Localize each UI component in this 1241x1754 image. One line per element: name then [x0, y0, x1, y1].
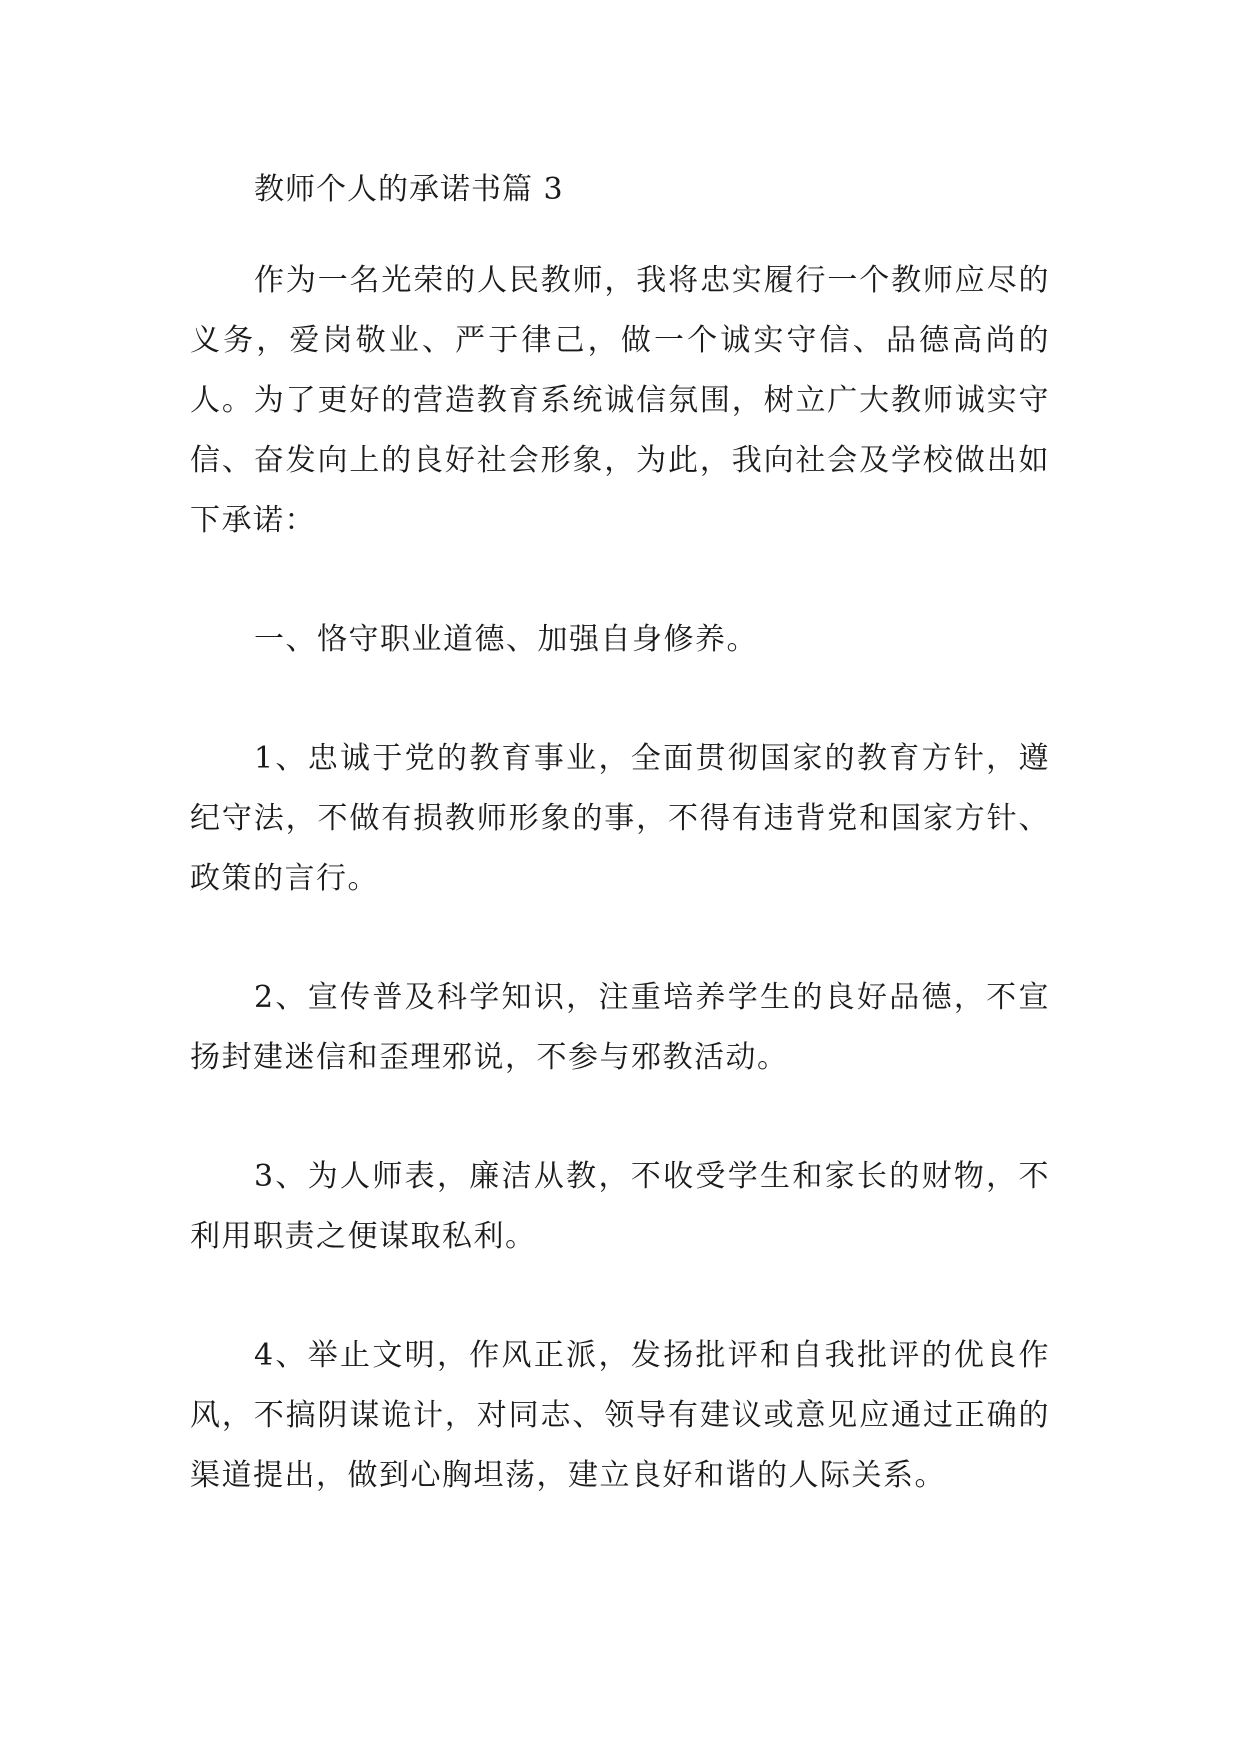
commitment-item-4: 4、举止文明，作风正派，发扬批评和自我批评的优良作风，不搞阴谋诡计，对同志、领导有建议或意见应通过正确的渠道提出，做到心胸坦荡，建立良好和谐的人际关系。: [190, 1338, 1050, 1493]
document-page: [190, 160, 1050, 1565]
commitment-item-1: 1、忠诚于党的教育事业，全面贯彻国家的教育方针，遵纪守法，不做有损教师形象的事，不得有违背党和国家方针、政策的言行。: [190, 741, 1050, 896]
document-title: 教师个人的承诺书篇 3: [254, 172, 564, 207]
section-heading: 一、恪守职业道德、加强自身修养。: [254, 622, 758, 657]
intro-paragraph: 作为一名光荣的人民教师，我将忠实履行一个教师应尽的义务，爱岗敬业、严于律己，做一个诚实守信、品德高尚的人。为了更好的营造教育系统诚信氛围，树立广大教师诚实守信、奋发向上的良好社会形象，为此，我向社会及学校做出如下承诺：: [190, 263, 1050, 538]
commitment-item-3: 3、为人师表，廉洁从教，不收受学生和家长的财物，不利用职责之便谋取私利。: [190, 1159, 1050, 1254]
commitment-item-2: 2、宣传普及科学知识，注重培养学生的良好品德，不宣扬封建迷信和歪理邪说，不参与邪教活动。: [190, 980, 1050, 1075]
